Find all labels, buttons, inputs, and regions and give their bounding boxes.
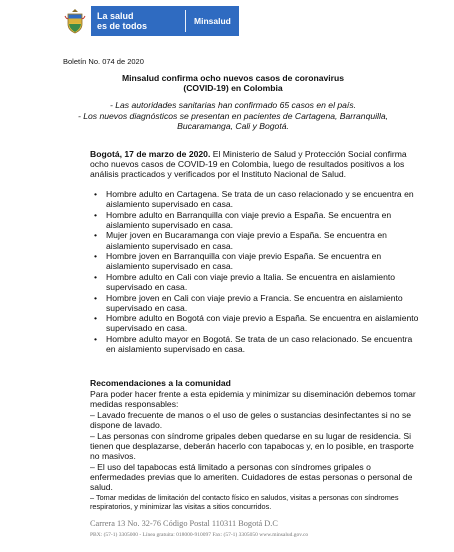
recommendation-item: – Las personas con síndrome gripales deben quedarse en su lugar de residencia. Si tienen que desplazarse, deberán hacerlo con tapabocas y, en lo posible, en trasporte no masivos. — [90, 430, 414, 462]
lead-text: El Ministerio de Salud y Protección Social confirma ocho nuevos casos de COVID-19 en Colombia, luego de resultados positivos a los análisis practicados y verificados por el Instituto Nacional de Salud. — [90, 149, 407, 180]
case-item: • Hombre adulto mayor en Bogotá. Se trata de un caso relacionado. Se encuentra en aislamiento supervisado en casa. — [90, 334, 420, 354]
page-header — [63, 6, 239, 36]
case-item: • Hombre adulto en Bogotá con viaje previo a España. Se encuentra en aislamiento supervisado en casa. — [90, 313, 420, 333]
press-title-line1: Minsalud confirma ocho nuevos casos de coronavirus — [121, 73, 345, 83]
case-item: • Hombre joven en Cali con viaje previo a Francia. Se encuentra en aislamiento supervisado en casa. — [90, 293, 420, 313]
subtitle-line1: - Las autoridades sanitarias han confirmado 65 casos en el país. — [109, 100, 357, 110]
recommendations-body — [90, 389, 420, 512]
brand-tagline-line2: es de todos — [97, 21, 148, 31]
brand-tagline-line1: La salud — [97, 11, 134, 21]
bulletin-number: Boletín No. 074 de 2020 — [63, 57, 144, 66]
colombia-coat-of-arms-icon — [63, 8, 87, 34]
subtitle-line3: Bucaramanga, Cali y Bogotá. — [177, 121, 289, 131]
footer-contact: PBX: (57-1) 3305000 - Línea gratuita: 018000-910097 Fax: (57-1) 3305050 www.minsalud.gov.co — [90, 532, 309, 538]
case-list — [90, 189, 420, 355]
recommendation-item-small: – Tomar medidas de limitación del contacto físico en saludos, visitas a personas con síndromes respiratorios, y minimizar las visitas a sitios concurridos. — [90, 493, 399, 512]
press-title — [63, 73, 403, 93]
brand-tagline — [91, 11, 185, 31]
case-item: • Hombre adulto en Barranquilla con viaje previo a España. Se encuentra en aislamiento supervisado en casa. — [90, 210, 420, 230]
press-title-line2: (COVID-19) en Colombia — [183, 83, 283, 93]
subtitle-line2: - Los nuevos diagnósticos se presentan en pacientes de Cartagena, Barranquilla, — [77, 110, 389, 121]
lead-paragraph — [90, 149, 410, 180]
brand-name: Minsalud — [194, 16, 231, 26]
case-item: • Hombre adulto en Cali con viaje previo a Italia. Se encuentra en aislamiento supervisado en casa. — [90, 272, 420, 292]
brand-divider — [185, 10, 186, 32]
recommendations-heading: Recomendaciones a la comunidad — [90, 378, 231, 388]
minsalud-brand-bar — [91, 6, 239, 36]
recommendation-item: – Lavado frecuente de manos o el uso de geles o sustancias desinfectantes si no se dispone de lavado. — [90, 409, 412, 431]
footer-address: Carrera 13 No. 32-76 Código Postal 110311 Bogotá D.C — [90, 519, 278, 528]
case-item: • Hombre adulto en Cartagena. Se trata de un caso relacionado y se encuentra en aislamiento supervisado en casa. — [90, 189, 420, 209]
lead-date: Bogotá, 17 de marzo de 2020. — [90, 149, 211, 159]
case-item: • Hombre joven en Barranquilla con viaje previo España. Se encuentra en aislamiento supervisado en casa. — [90, 251, 420, 271]
press-subtitle — [60, 100, 406, 132]
recommendations-intro: Para poder hacer frente a esta epidemia y minimizar su diseminación debemos tomar medidas responsables: — [90, 389, 416, 410]
case-item: • Mujer joven en Bucaramanga con viaje previo a España. Se encuentra en aislamiento supervisado en casa. — [90, 230, 420, 250]
recommendation-item: – El uso del tapabocas está limitado a personas con síndromes gripales o enfermedades previas que lo ameriten. Cuidadores de estas personas o personal de salud. — [90, 461, 413, 493]
